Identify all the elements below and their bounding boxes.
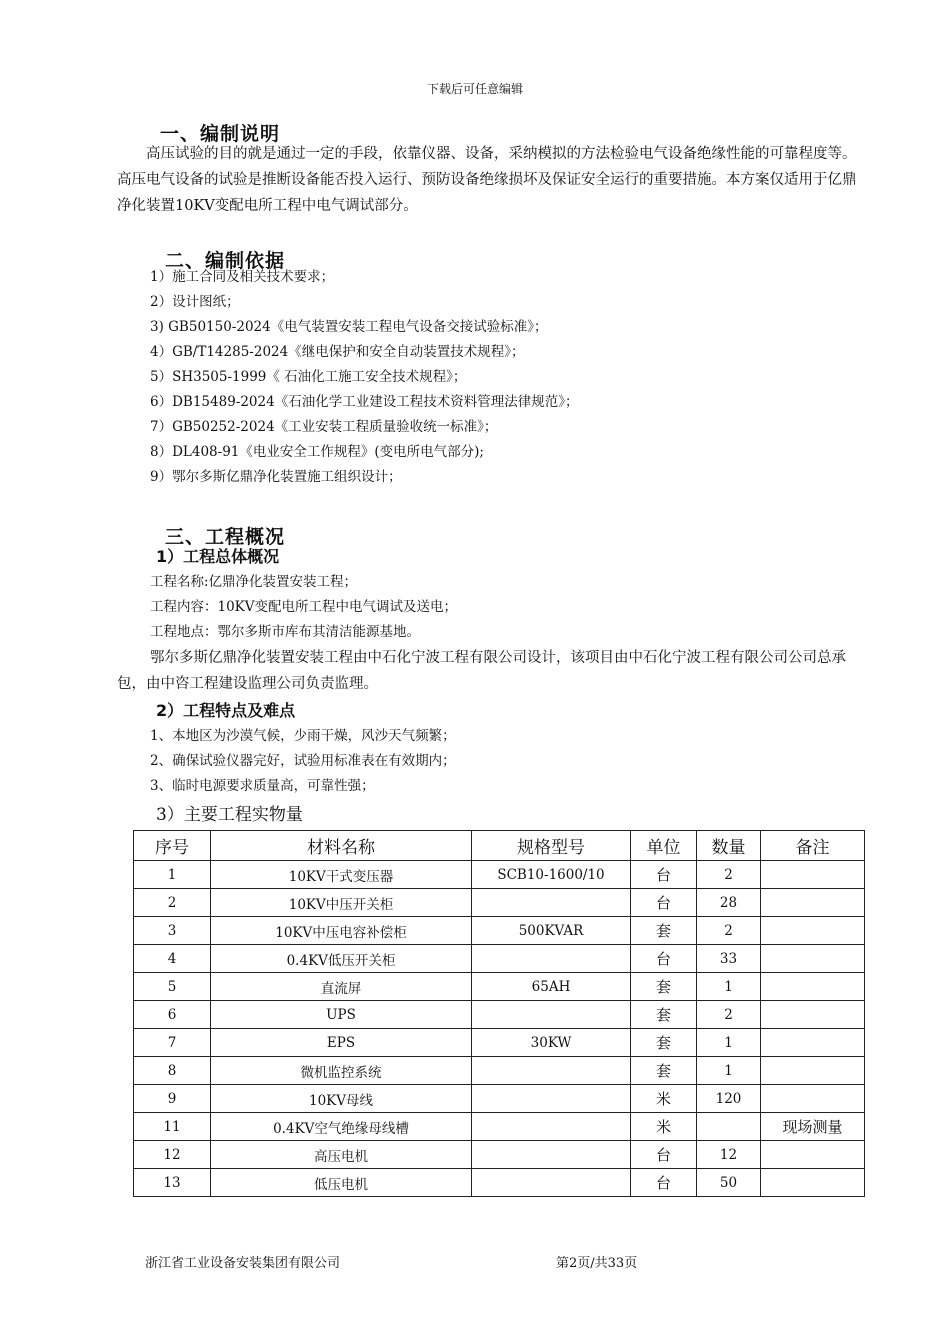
table-cell — [761, 861, 865, 889]
table-cell — [761, 1057, 865, 1085]
table-cell — [472, 1085, 631, 1113]
table-cell: 120 — [697, 1085, 761, 1113]
table-cell: 10KV母线 — [211, 1085, 472, 1113]
table-cell: 12 — [697, 1141, 761, 1169]
subsection-2-title: 2）工程特点及难点 — [156, 701, 296, 720]
table-cell: 套 — [631, 1001, 697, 1029]
table-row — [134, 1141, 865, 1169]
section-3-title: 三、工程概况 — [165, 526, 286, 548]
table-cell: 2 — [697, 1001, 761, 1029]
table-cell: 9 — [134, 1085, 211, 1113]
project-info-line: 工程名称:亿鼎净化装置安装工程； — [150, 574, 358, 590]
table-cell: 8 — [134, 1057, 211, 1085]
table-cell — [472, 1113, 631, 1141]
table-cell: 台 — [631, 861, 697, 889]
header-cell: 备注 — [761, 831, 865, 861]
table-row — [134, 917, 865, 945]
table-cell: 1 — [697, 973, 761, 1001]
basis-item: 6）DB15489-2024《石油化学工业建设工程技术资料管理法律规范》； — [150, 394, 579, 410]
table-cell: 低压电机 — [211, 1169, 472, 1197]
basis-item: 1）施工合同及相关技术要求； — [150, 269, 335, 285]
table-cell — [761, 973, 865, 1001]
table-cell — [761, 889, 865, 917]
table-cell — [472, 1057, 631, 1085]
table-cell: 2 — [134, 889, 211, 917]
table-cell: 3 — [134, 917, 211, 945]
difficulty-line: 1、本地区为沙漠气候，少雨干燥，风沙天气频繁； — [150, 728, 456, 744]
project-info-line: 工程地点：鄂尔多斯市库布其清洁能源基地。 — [150, 624, 420, 640]
table-cell: 7 — [134, 1029, 211, 1057]
table-row — [134, 1029, 865, 1057]
table-cell: 0.4KV空气绝缘母线槽 — [211, 1113, 472, 1141]
table-cell: 10KV中压开关柜 — [211, 889, 472, 917]
table-cell — [761, 1085, 865, 1113]
subsection-3-title: 3）主要工程实物量 — [156, 805, 303, 825]
table-cell: 4 — [134, 945, 211, 973]
table-cell: 500KVAR — [472, 917, 631, 945]
project-paragraph: 鄂尔多斯亿鼎净化装置安装工程由中石化宁波工程有限公司设计，该项目由中石化宁波工程有限公司公司总承包，由中咨工程建设监理公司负责监理。 — [117, 650, 846, 692]
table-row — [134, 1085, 865, 1113]
header-cell: 单位 — [631, 831, 697, 861]
table-cell: 28 — [697, 889, 761, 917]
table-row — [134, 1001, 865, 1029]
table-cell: 13 — [134, 1169, 211, 1197]
table-cell: 2 — [697, 861, 761, 889]
table-cell: 6 — [134, 1001, 211, 1029]
table-cell — [697, 1113, 761, 1141]
table-header-row — [134, 831, 865, 861]
table-row — [134, 889, 865, 917]
section-2-title: 二、编制依据 — [165, 250, 286, 272]
footer-page-number: 第2页/共33页 — [556, 1256, 638, 1271]
table-cell: SCB10-1600/10 — [472, 861, 631, 889]
table-cell: 12 — [134, 1141, 211, 1169]
section-1-paragraph: 高压试验的目的就是通过一定的手段，依靠仪器、设备，采纳模拟的方法检验电气设备绝缘性能的可靠程度等。高压电气设备的试验是推断设备能否投入运行、预防设备绝缘损坏及保证安全运行的重要措施。本方案仅适用于亿鼎净化装置10KV变配电所工程中电气调试部分。 — [117, 146, 857, 214]
table-cell: 套 — [631, 973, 697, 1001]
difficulty-line: 2、确保试验仪器完好，试验用标准表在有效期内； — [150, 753, 456, 769]
table-cell — [472, 945, 631, 973]
table-cell: 米 — [631, 1113, 697, 1141]
table-cell: 套 — [631, 917, 697, 945]
table-cell: 套 — [631, 1029, 697, 1057]
table-cell: 台 — [631, 889, 697, 917]
table-cell: 台 — [631, 945, 697, 973]
table-cell: 1 — [697, 1057, 761, 1085]
table-cell: 1 — [697, 1029, 761, 1057]
table-cell — [761, 1141, 865, 1169]
table-cell — [472, 1001, 631, 1029]
table-cell: 高压电机 — [211, 1141, 472, 1169]
table-cell — [761, 945, 865, 973]
header-cell: 序号 — [134, 831, 211, 861]
header-cell: 数量 — [697, 831, 761, 861]
table-cell — [761, 1029, 865, 1057]
table-cell: 5 — [134, 973, 211, 1001]
subsection-1-title: 1）工程总体概况 — [156, 547, 280, 566]
footer-company: 浙江省工业设备安装集团有限公司 — [145, 1256, 341, 1271]
table-cell: 套 — [631, 1057, 697, 1085]
table-cell: 0.4KV低压开关柜 — [211, 945, 472, 973]
table-cell — [761, 917, 865, 945]
table-cell: EPS — [211, 1029, 472, 1057]
table-cell: UPS — [211, 1001, 472, 1029]
project-info-line: 工程内容：10KV变配电所工程中电气调试及送电； — [150, 599, 458, 615]
table-cell: 微机监控系统 — [211, 1057, 472, 1085]
table-row — [134, 1057, 865, 1085]
table-cell: 台 — [631, 1169, 697, 1197]
table-cell: 2 — [697, 917, 761, 945]
table-cell: 33 — [697, 945, 761, 973]
table-row — [134, 1113, 865, 1141]
table-cell: 1 — [134, 861, 211, 889]
table-cell: 台 — [631, 1141, 697, 1169]
header-cell: 材料名称 — [211, 831, 472, 861]
table-cell: 10KV干式变压器 — [211, 861, 472, 889]
section-1-title: 一、编制说明 — [160, 123, 281, 145]
basis-item: 2）设计图纸； — [150, 294, 240, 310]
basis-item: 7）GB50252-2024《工业安装工程质量验收统一标准》； — [150, 419, 498, 435]
table-cell: 10KV中压电容补偿柜 — [211, 917, 472, 945]
basis-item: 5）SH3505-1999《 石油化工施工安全技术规程》； — [150, 369, 467, 385]
table-cell — [761, 1001, 865, 1029]
table-cell: 直流屏 — [211, 973, 472, 1001]
difficulty-line: 3、临时电源要求质量高，可靠性强； — [150, 778, 375, 794]
table-cell — [472, 1141, 631, 1169]
basis-item: 9）鄂尔多斯亿鼎净化装置施工组织设计； — [150, 469, 402, 485]
header-cell: 规格型号 — [472, 831, 631, 861]
header-note: 下载后可任意编辑 — [426, 82, 523, 96]
table-row — [134, 861, 865, 889]
basis-item: 4）GB/T14285-2024《继电保护和安全自动装置技术规程》； — [150, 344, 525, 360]
table-cell: 50 — [697, 1169, 761, 1197]
basis-item: 8）DL408-91《电业安全工作规程》(变电所电气部分); — [150, 444, 484, 460]
table-cell: 现场测量 — [761, 1113, 865, 1141]
table-cell: 11 — [134, 1113, 211, 1141]
basis-item: 3) GB50150-2024《电气装置安装工程电气设备交接试验标准》； — [150, 319, 548, 335]
table-cell: 30KW — [472, 1029, 631, 1057]
table-row — [134, 1169, 865, 1197]
table-cell: 米 — [631, 1085, 697, 1113]
table-cell: 65AH — [472, 973, 631, 1001]
table-cell — [472, 1169, 631, 1197]
table-cell — [472, 889, 631, 917]
table-row — [134, 945, 865, 973]
quantities-table — [133, 830, 865, 1197]
table-cell — [761, 1169, 865, 1197]
table-row — [134, 973, 865, 1001]
